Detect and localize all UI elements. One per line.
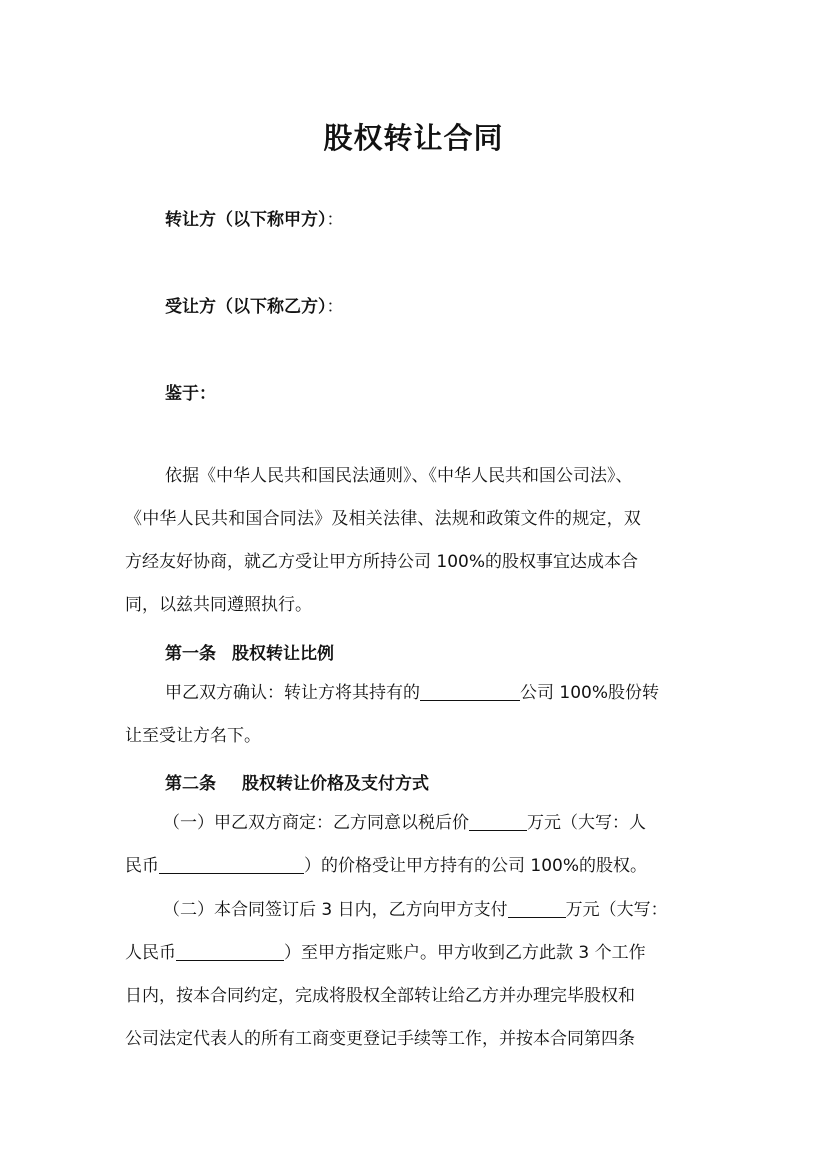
article-2-p1-line-1 [125,802,705,845]
article-2-title: 股权转让价格及支付方式 [242,774,429,794]
article-2-p2-line-1 [125,889,705,932]
article-2-p1-line-2 [125,845,705,888]
payment-blank [508,897,566,918]
transferor-colon: ： [326,210,344,230]
article-1-paragraph [125,672,705,758]
article-2-p2-line-3: 日内，按本合同约定，完成将股权全部转让给乙方并办理完毕股权和 [125,986,635,1006]
preamble-line-2: 《中华人民共和国合同法》及相关法律、法规和政策文件的规定，双 [125,509,641,529]
transferee-colon: ： [326,297,344,317]
article-1-title: 股权转让比例 [232,644,334,664]
article-2-p1-text-d: ）的价格受让甲方持有的公司 100%的股权。 [304,856,648,876]
article-2-number: 第二条 [165,774,216,794]
article-1-line-1 [125,672,705,715]
preamble-line-1: 依据《中华人民共和国民法通则》、《中华人民共和国公司法》、 [165,466,633,486]
transferee-label: 受让方（以下称乙方） [165,297,327,317]
payment-in-words-blank [176,940,284,961]
whereas-label: 鉴于： [165,384,216,404]
document-title: 股权转让合同 [323,121,504,155]
article-2-p1-text-a: （一）甲乙双方商定：乙方同意以税后价 [163,813,469,833]
article-2-heading [165,769,429,794]
preamble-paragraph [125,455,705,627]
article-1-number: 第一条 [165,644,216,664]
price-blank [469,810,527,831]
article-1-text-b: 公司 100%股份转 [520,683,660,703]
article-2-p2-text-d: ）至甲方指定账户。甲方收到乙方此款 3 个工作 [284,943,646,963]
article-2-p2-text-a: （二）本合同签订后 3 日内，乙方向甲方支付 [163,900,508,920]
price-in-words-blank [159,853,304,874]
transferor-label: 转让方（以下称甲方） [165,210,327,230]
article-2-p2-line-4: 公司法定代表人的所有工商变更登记手续等工作，并按本合同第四条 [125,1029,635,1049]
article-2-p2-line-2 [125,932,705,975]
article-2-p2-text-c: 人民币 [125,943,176,963]
transferor-line [165,205,344,230]
article-2-paragraph-1 [125,802,705,888]
article-1-text-a: 甲乙双方确认：转让方将其持有的 [165,683,420,703]
article-2-p1-text-b: 万元（大写：人 [527,813,646,833]
article-2-paragraph-2 [125,889,705,1061]
article-2-p2-text-b: 万元（大写： [565,900,668,920]
company-name-blank [420,680,520,701]
article-1-heading [165,639,334,664]
preamble-line-3: 方经友好协商，就乙方受让甲方所持公司 100%的股权事宜达成本合 [125,552,639,572]
preamble-line-4: 同，以兹共同遵照执行。 [125,595,312,615]
article-2-p1-text-c: 民币 [125,856,159,876]
article-1-line-2: 让至受让方名下。 [125,726,261,746]
transferee-line [165,292,344,317]
